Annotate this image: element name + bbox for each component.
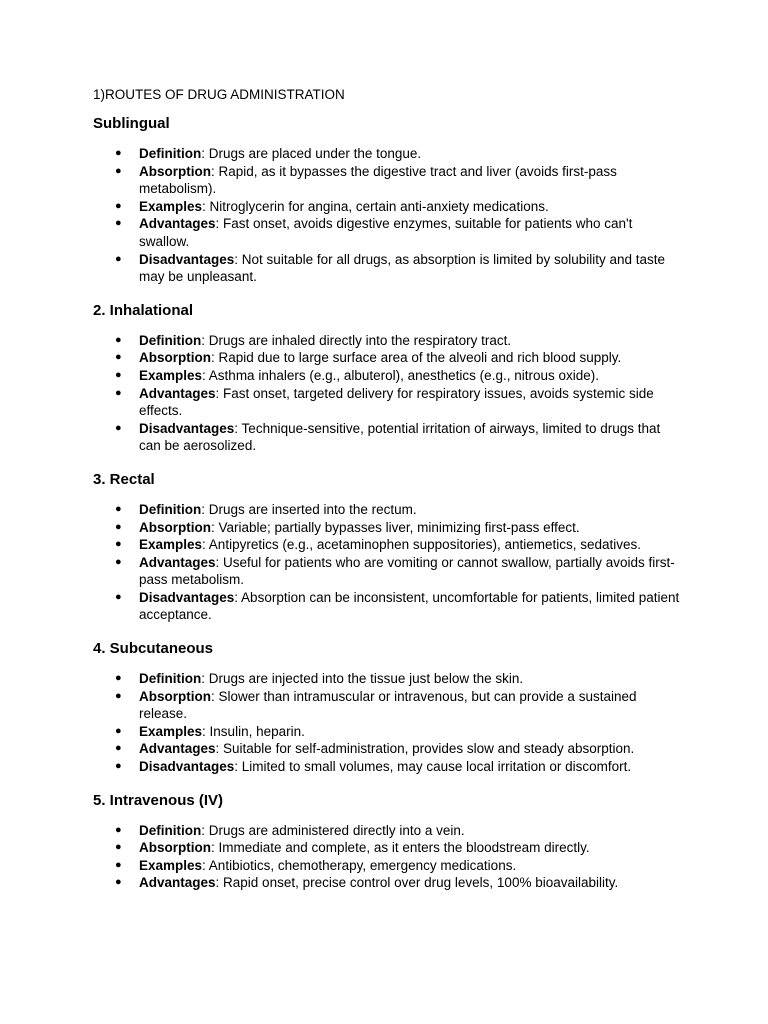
list-item <box>93 723 683 741</box>
bullet-icon: ● <box>115 333 122 346</box>
item-label: Definition <box>139 501 202 517</box>
item-text: : Fast onset, avoids digestive enzymes, suitable for patients who can't swallow. <box>139 216 633 249</box>
list-item <box>93 251 683 286</box>
item-label: Disadvantages <box>139 589 235 605</box>
item-text: : Insulin, heparin. <box>202 723 305 739</box>
list-item <box>93 519 683 537</box>
list-item <box>93 670 683 688</box>
list-item <box>93 215 683 250</box>
list-item <box>93 839 683 857</box>
item-text: : Drugs are placed under the tongue. <box>201 146 422 161</box>
list-item <box>93 740 683 758</box>
list-item <box>93 385 683 420</box>
list-item <box>93 198 683 216</box>
item-text: : Asthma inhalers (e.g., albuterol), anesthetics (e.g., nitrous oxide). <box>202 367 599 383</box>
list-item <box>93 536 683 554</box>
bullet-icon: ● <box>115 164 122 177</box>
item-label: Advantages <box>139 385 216 401</box>
item-text: : Useful for patients who are vomiting or cannot swallow, partially avoids first-pass metabolism. <box>139 554 675 588</box>
bullet-icon: ● <box>115 760 122 773</box>
list-item <box>93 874 683 892</box>
list-item <box>93 822 683 840</box>
bullet-icon: ● <box>115 823 122 836</box>
bullet-icon: ● <box>115 368 122 381</box>
list-item <box>93 501 683 519</box>
bullet-icon: ● <box>115 502 122 515</box>
item-label: Advantages <box>139 875 216 891</box>
item-label: Advantages <box>139 741 216 757</box>
item-text: : Rapid, as it bypasses the digestive tract and liver (avoids first-pass metabolism). <box>139 163 617 197</box>
item-text: : Limited to small volumes, may cause local irritation or discomfort. <box>234 759 632 775</box>
item-label: Absorption <box>139 350 211 366</box>
item-text: : Not suitable for all drugs, as absorption is limited by solubility and taste may be unpleasant. <box>139 251 666 285</box>
item-label: Disadvantages <box>139 759 235 775</box>
sections-container <box>93 114 683 892</box>
item-text: : Drugs are inserted into the rectum. <box>201 501 417 517</box>
item-label: Examples <box>139 367 203 383</box>
item-text: : Rapid onset, precise control over drug levels, 100% bioavailability. <box>215 875 619 891</box>
bullet-icon: ● <box>115 386 122 399</box>
item-label: Examples <box>139 723 203 739</box>
item-label: Absorption <box>139 519 211 535</box>
item-text: : Slower than intramuscular or intravenous, but can provide a sustained release. <box>139 688 637 722</box>
bullet-icon: ● <box>115 199 122 212</box>
bullet-icon: ● <box>115 876 122 889</box>
bullet-icon: ● <box>115 590 122 603</box>
item-text: : Rapid due to large surface area of the alveoli and rich blood supply. <box>211 350 622 366</box>
section-heading: 3. Rectal <box>93 470 155 488</box>
list-item <box>93 420 683 455</box>
section-list <box>93 145 683 286</box>
section-heading: Sublingual <box>93 115 170 132</box>
bullet-icon: ● <box>115 421 122 434</box>
section-list <box>93 670 683 776</box>
bullet-icon: ● <box>115 252 122 265</box>
item-text: : Drugs are injected into the tissue just below the skin. <box>201 671 524 687</box>
bullet-icon: ● <box>115 555 122 568</box>
section-heading: 5. Intravenous (IV) <box>93 791 224 809</box>
item-text: : Immediate and complete, as it enters the bloodstream directly. <box>211 840 590 856</box>
item-text: : Suitable for self-administration, provides slow and steady absorption. <box>215 741 635 757</box>
item-label: Definition <box>139 671 202 687</box>
item-text: : Variable; partially bypasses liver, minimizing first-pass effect. <box>211 519 580 535</box>
item-label: Examples <box>139 857 203 873</box>
bullet-icon: ● <box>115 147 122 159</box>
item-text: : Fast onset, targeted delivery for respiratory issues, avoids systemic side effects. <box>139 385 654 419</box>
item-label: Advantages <box>139 554 216 570</box>
item-text: : Drugs are administered directly into a vein. <box>201 822 465 838</box>
item-label: Definition <box>139 332 202 348</box>
bullet-icon: ● <box>115 689 122 702</box>
list-item <box>93 349 683 367</box>
item-text: : Antibiotics, chemotherapy, emergency medications. <box>202 857 517 873</box>
bullet-icon: ● <box>115 351 122 364</box>
bullet-icon: ● <box>115 538 122 551</box>
section-list <box>93 332 683 455</box>
list-item <box>93 145 683 163</box>
section-heading: 4. Subcutaneous <box>93 640 214 658</box>
bullet-icon: ● <box>115 672 122 685</box>
item-text: : Technique-sensitive, potential irritation of airways, limited to drugs that can be aerosolized. <box>139 420 661 454</box>
item-label: Examples <box>139 198 203 214</box>
bullet-icon: ● <box>115 858 122 871</box>
bullet-icon: ● <box>115 724 122 737</box>
item-label: Absorption <box>139 840 211 856</box>
list-item <box>93 554 683 589</box>
list-item <box>93 163 683 198</box>
list-item <box>93 758 683 776</box>
list-item <box>93 688 683 723</box>
bullet-icon: ● <box>115 217 122 230</box>
item-label: Examples <box>139 537 203 553</box>
list-item <box>93 589 683 624</box>
list-item <box>93 332 683 350</box>
document-title: 1)ROUTES OF DRUG ADMINISTRATION <box>93 87 345 102</box>
document-page <box>93 86 683 907</box>
item-label: Absorption <box>139 688 211 704</box>
item-text: : Drugs are inhaled directly into the respiratory tract. <box>201 332 512 348</box>
item-label: Disadvantages <box>139 420 235 436</box>
item-text: : Antipyretics (e.g., acetaminophen suppositories), antiemetics, sedatives. <box>202 537 642 553</box>
item-text: : Absorption can be inconsistent, uncomfortable for patients, limited patient acceptance. <box>139 589 680 623</box>
item-label: Absorption <box>139 163 211 179</box>
item-label: Definition <box>139 146 202 161</box>
bullet-icon: ● <box>115 841 122 854</box>
bullet-icon: ● <box>115 742 122 755</box>
list-item <box>93 857 683 875</box>
section-list <box>93 822 683 892</box>
bullet-icon: ● <box>115 520 122 533</box>
item-label: Advantages <box>139 216 216 232</box>
item-label: Disadvantages <box>139 251 235 267</box>
item-label: Definition <box>139 822 202 838</box>
section-list <box>93 501 683 624</box>
list-item <box>93 367 683 385</box>
section-heading: 2. Inhalational <box>93 301 194 319</box>
item-text: : Nitroglycerin for angina, certain anti-anxiety medications. <box>202 198 549 214</box>
